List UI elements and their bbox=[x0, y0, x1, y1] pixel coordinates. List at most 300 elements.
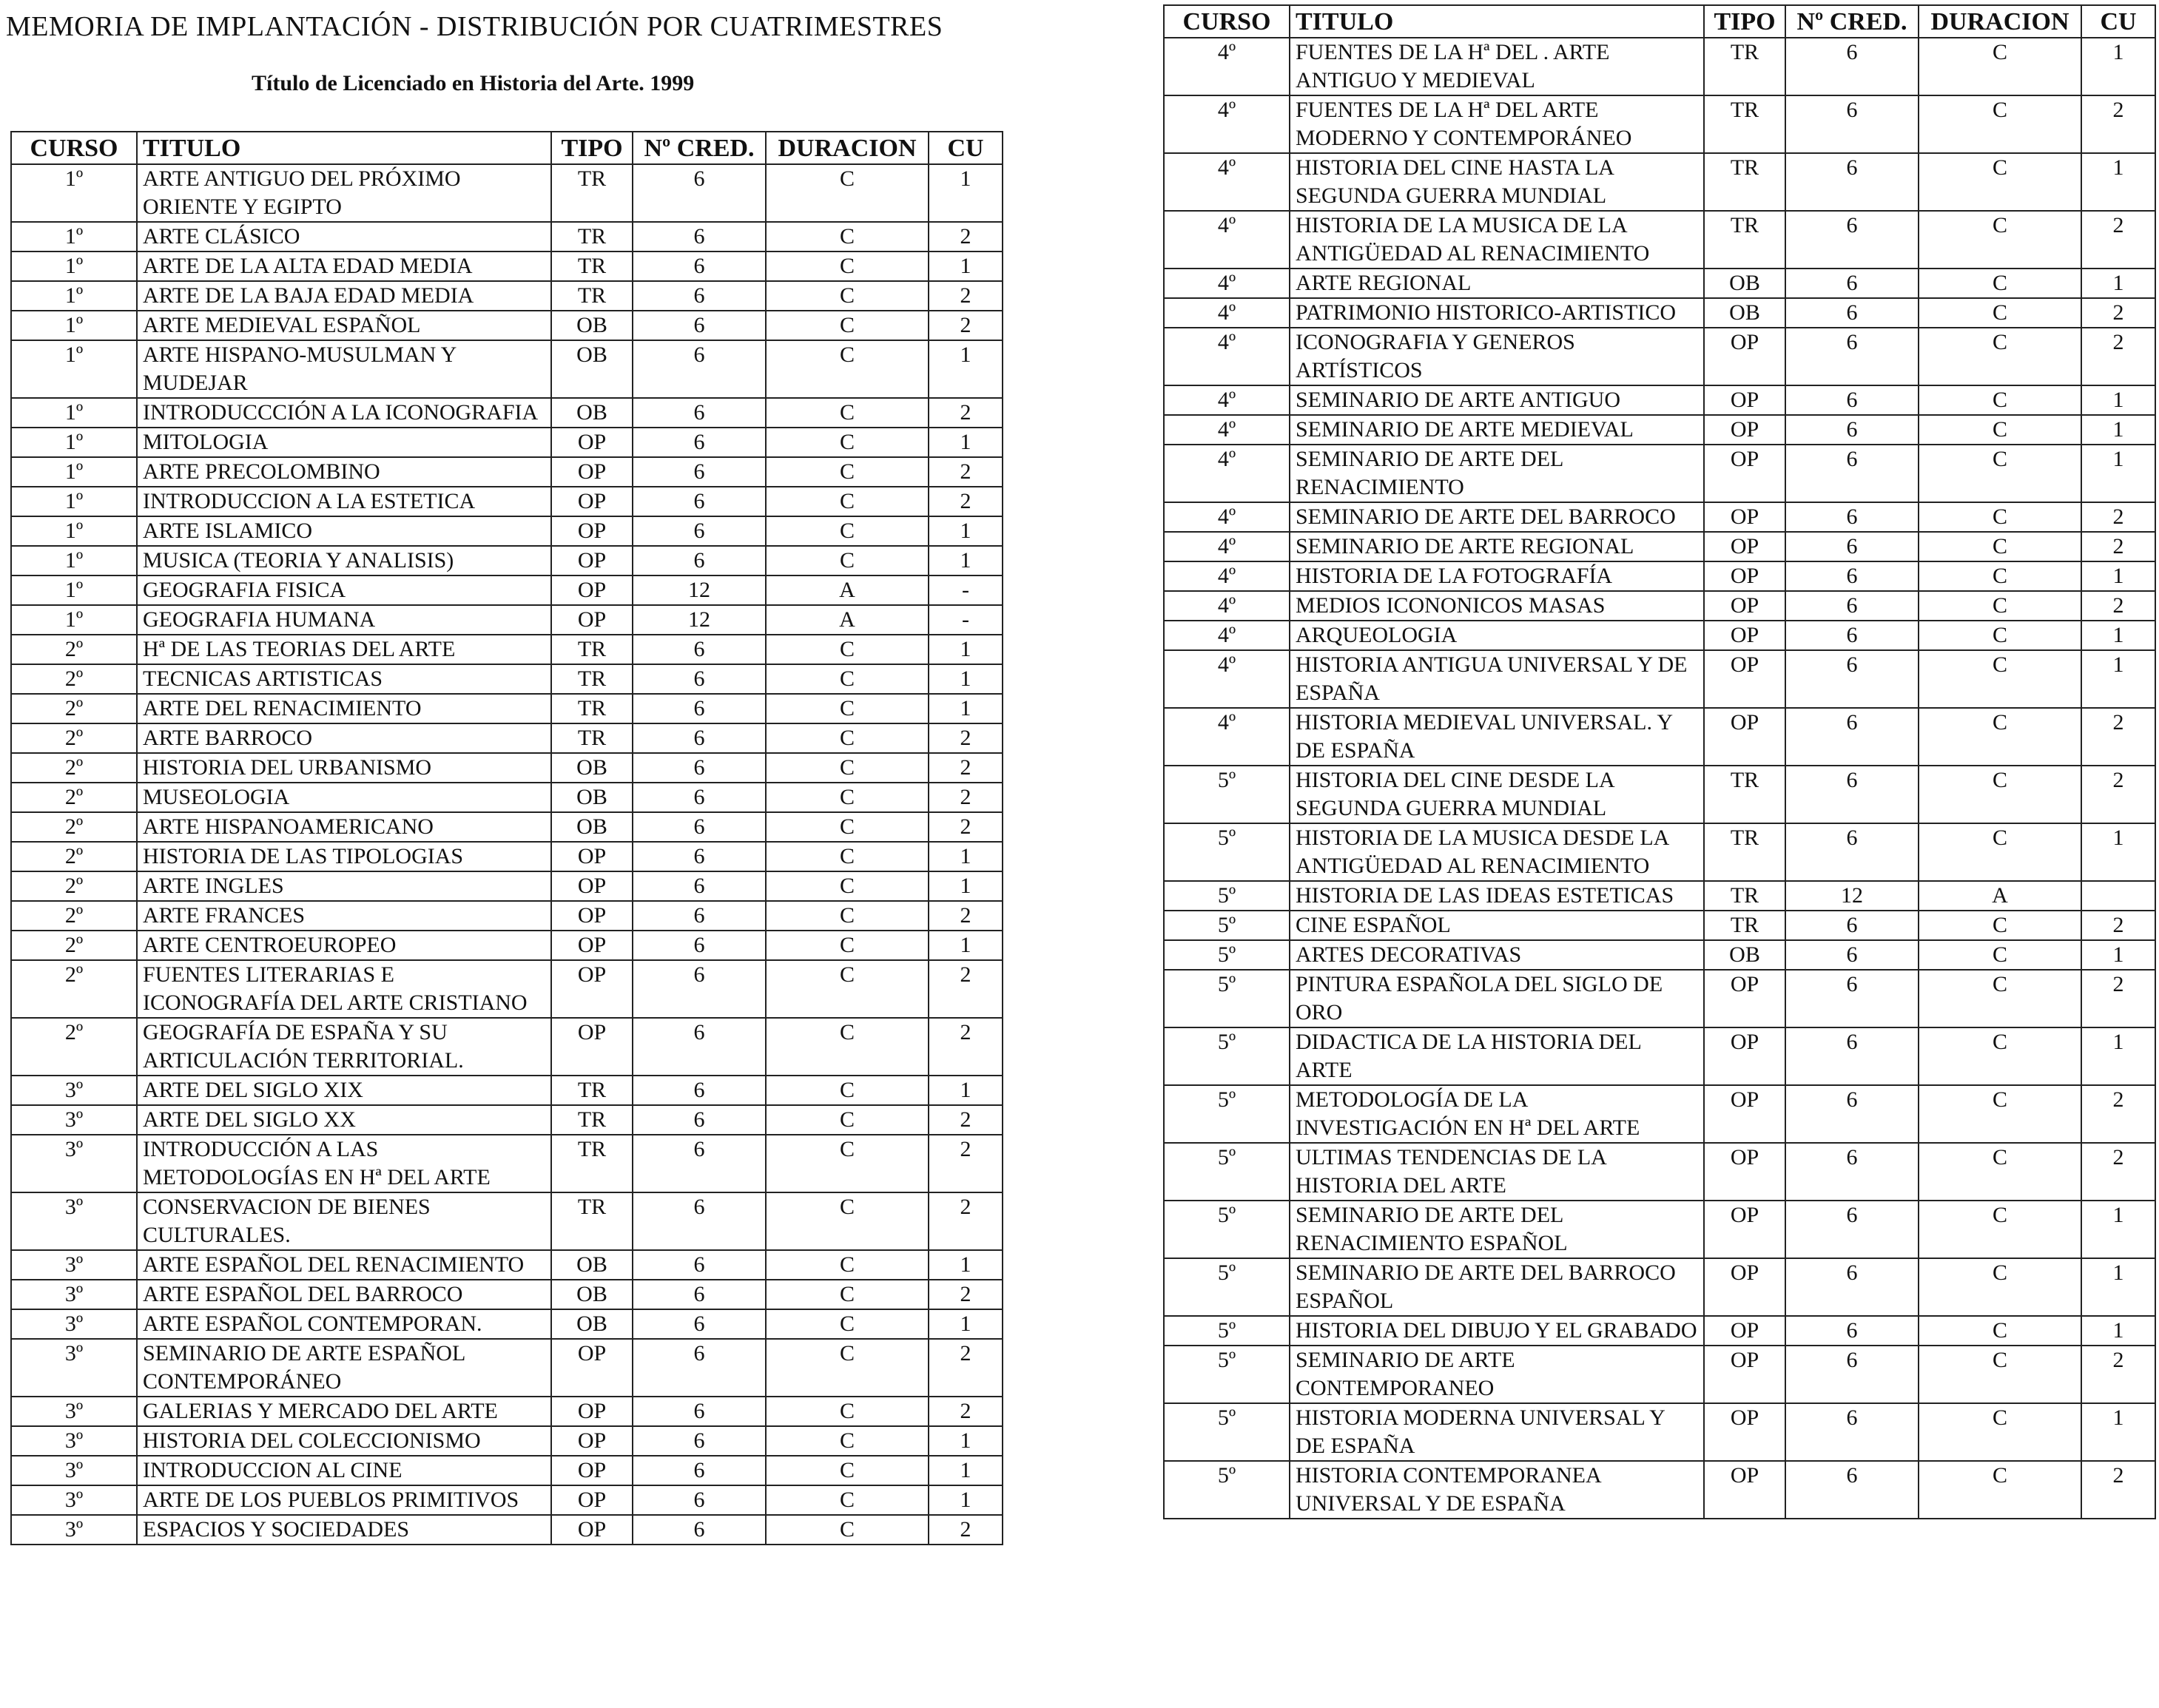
cell-titulo: PINTURA ESPAÑOLA DEL SIGLO DE ORO bbox=[1290, 970, 1704, 1027]
cell-cuatrimestre: 2 bbox=[2081, 970, 2155, 1027]
cell-cuatrimestre: 1 bbox=[2081, 1316, 2155, 1346]
table-row bbox=[1164, 940, 2155, 970]
cell-cuatrimestre: 2 bbox=[929, 960, 1003, 1018]
cell-tipo: OB bbox=[551, 783, 633, 812]
cell-creditos: 6 bbox=[1785, 328, 1919, 385]
cell-tipo: OP bbox=[551, 516, 633, 546]
cell-tipo: OP bbox=[1704, 502, 1785, 532]
cell-cuatrimestre: 2 bbox=[929, 1397, 1003, 1426]
cell-tipo: OP bbox=[551, 842, 633, 871]
cell-duracion: C bbox=[766, 812, 929, 842]
cell-duracion: C bbox=[766, 428, 929, 457]
cell-duracion: C bbox=[766, 694, 929, 723]
table-row bbox=[1164, 823, 2155, 881]
cell-creditos: 6 bbox=[633, 664, 766, 694]
cell-titulo: ARTE PRECOLOMBINO bbox=[137, 457, 551, 487]
table-row bbox=[1164, 766, 2155, 823]
cell-curso: 3º bbox=[11, 1192, 137, 1250]
cell-creditos: 6 bbox=[633, 546, 766, 575]
cell-tipo: OP bbox=[1704, 650, 1785, 708]
cell-tipo: OP bbox=[551, 457, 633, 487]
cell-duracion: C bbox=[766, 1456, 929, 1485]
cell-tipo: TR bbox=[1704, 881, 1785, 911]
table-row bbox=[11, 1250, 1003, 1280]
cell-tipo: TR bbox=[1704, 823, 1785, 881]
table-row bbox=[1164, 911, 2155, 940]
cell-titulo: ARTE DE LA ALTA EDAD MEDIA bbox=[137, 252, 551, 281]
table-row bbox=[11, 1309, 1003, 1339]
cell-curso: 1º bbox=[11, 398, 137, 428]
courses-table-left-body bbox=[11, 164, 1003, 1545]
cell-titulo: ARTE DEL RENACIMIENTO bbox=[137, 694, 551, 723]
cell-curso: 4º bbox=[1164, 445, 1290, 502]
courses-table-left bbox=[10, 131, 1003, 1545]
cell-cuatrimestre: 1 bbox=[929, 546, 1003, 575]
cell-cuatrimestre: 2 bbox=[2081, 766, 2155, 823]
col-header-curso: CURSO bbox=[11, 132, 137, 164]
cell-tipo: OP bbox=[1704, 1403, 1785, 1461]
cell-curso: 4º bbox=[1164, 385, 1290, 415]
cell-creditos: 6 bbox=[633, 1309, 766, 1339]
cell-tipo: OP bbox=[551, 1018, 633, 1076]
cell-tipo: TR bbox=[551, 252, 633, 281]
table-row bbox=[1164, 415, 2155, 445]
cell-creditos: 6 bbox=[1785, 940, 1919, 970]
cell-curso: 5º bbox=[1164, 766, 1290, 823]
cell-curso: 4º bbox=[1164, 298, 1290, 328]
cell-tipo: TR bbox=[1704, 766, 1785, 823]
cell-duracion: C bbox=[1919, 1403, 2081, 1461]
cell-titulo: CINE ESPAÑOL bbox=[1290, 911, 1704, 940]
cell-creditos: 6 bbox=[1785, 1085, 1919, 1143]
cell-curso: 1º bbox=[11, 428, 137, 457]
table-row bbox=[1164, 561, 2155, 591]
cell-curso: 1º bbox=[11, 281, 137, 311]
table-row bbox=[1164, 95, 2155, 153]
cell-titulo: SEMINARIO DE ARTE DEL RENACIMIENTO bbox=[1290, 445, 1704, 502]
cell-tipo: OP bbox=[551, 428, 633, 457]
table-row bbox=[11, 516, 1003, 546]
table-row bbox=[11, 1280, 1003, 1309]
table-header-row bbox=[11, 132, 1003, 164]
cell-curso: 1º bbox=[11, 516, 137, 546]
cell-curso: 4º bbox=[1164, 561, 1290, 591]
cell-duracion: C bbox=[766, 723, 929, 753]
table-row bbox=[1164, 881, 2155, 911]
table-row bbox=[1164, 591, 2155, 621]
cell-tipo: OB bbox=[551, 1250, 633, 1280]
cell-duracion: C bbox=[766, 1135, 929, 1192]
cell-duracion: C bbox=[1919, 970, 2081, 1027]
cell-curso: 2º bbox=[11, 635, 137, 664]
cell-tipo: OP bbox=[1704, 445, 1785, 502]
cell-curso: 2º bbox=[11, 664, 137, 694]
cell-tipo: OP bbox=[1704, 621, 1785, 650]
cell-curso: 5º bbox=[1164, 940, 1290, 970]
cell-titulo: GALERIAS Y MERCADO DEL ARTE bbox=[137, 1397, 551, 1426]
cell-creditos: 6 bbox=[1785, 532, 1919, 561]
col-header-titulo: TITULO bbox=[1290, 5, 1704, 38]
table-row bbox=[11, 1018, 1003, 1076]
cell-tipo: TR bbox=[1704, 211, 1785, 269]
cell-curso: 5º bbox=[1164, 970, 1290, 1027]
cell-duracion: C bbox=[1919, 95, 2081, 153]
cell-creditos: 6 bbox=[633, 812, 766, 842]
cell-titulo: ARTE REGIONAL bbox=[1290, 269, 1704, 298]
cell-tipo: TR bbox=[1704, 38, 1785, 95]
cell-curso: 5º bbox=[1164, 1143, 1290, 1201]
cell-duracion: C bbox=[1919, 269, 2081, 298]
cell-curso: 5º bbox=[1164, 881, 1290, 911]
cell-duracion: C bbox=[766, 664, 929, 694]
cell-creditos: 6 bbox=[1785, 911, 1919, 940]
cell-tipo: TR bbox=[1704, 153, 1785, 211]
cell-titulo: MEDIOS ICONONICOS MASAS bbox=[1290, 591, 1704, 621]
col-header-cu: CU bbox=[929, 132, 1003, 164]
cell-tipo: OP bbox=[551, 1515, 633, 1545]
cell-curso: 1º bbox=[11, 575, 137, 605]
cell-duracion: C bbox=[766, 1515, 929, 1545]
table-row bbox=[11, 842, 1003, 871]
table-row bbox=[11, 1485, 1003, 1515]
cell-tipo: TR bbox=[551, 664, 633, 694]
cell-cuatrimestre: 2 bbox=[929, 901, 1003, 931]
cell-creditos: 6 bbox=[633, 1426, 766, 1456]
cell-duracion: A bbox=[766, 575, 929, 605]
cell-creditos: 6 bbox=[633, 1250, 766, 1280]
cell-cuatrimestre: 2 bbox=[929, 281, 1003, 311]
cell-titulo: ARTE ESPAÑOL CONTEMPORAN. bbox=[137, 1309, 551, 1339]
cell-curso: 5º bbox=[1164, 1346, 1290, 1403]
cell-duracion: C bbox=[1919, 385, 2081, 415]
cell-cuatrimestre: 1 bbox=[2081, 940, 2155, 970]
cell-tipo: TR bbox=[1704, 95, 1785, 153]
cell-cuatrimestre: 2 bbox=[2081, 298, 2155, 328]
cell-curso: 5º bbox=[1164, 1461, 1290, 1519]
cell-cuatrimestre: 2 bbox=[929, 1515, 1003, 1545]
table-row bbox=[11, 1339, 1003, 1397]
cell-cuatrimestre: 1 bbox=[2081, 153, 2155, 211]
cell-titulo: SEMINARIO DE ARTE MEDIEVAL bbox=[1290, 415, 1704, 445]
table-row bbox=[1164, 298, 2155, 328]
cell-cuatrimestre: 1 bbox=[929, 842, 1003, 871]
cell-tipo: OB bbox=[551, 1280, 633, 1309]
cell-curso: 4º bbox=[1164, 708, 1290, 766]
cell-titulo: ARTE ESPAÑOL DEL RENACIMIENTO bbox=[137, 1250, 551, 1280]
table-row bbox=[11, 812, 1003, 842]
cell-tipo: TR bbox=[551, 281, 633, 311]
table-row bbox=[11, 546, 1003, 575]
cell-titulo: CONSERVACION DE BIENES CULTURALES. bbox=[137, 1192, 551, 1250]
cell-duracion: C bbox=[1919, 911, 2081, 940]
cell-tipo: TR bbox=[551, 723, 633, 753]
cell-cuatrimestre: 1 bbox=[929, 516, 1003, 546]
cell-titulo: FUENTES LITERARIAS E ICONOGRAFÍA DEL ARTE CRISTIANO bbox=[137, 960, 551, 1018]
cell-creditos: 12 bbox=[633, 575, 766, 605]
cell-curso: 2º bbox=[11, 871, 137, 901]
cell-creditos: 6 bbox=[1785, 385, 1919, 415]
document-subtitle: Título de Licenciado en Historia del Arte. 1999 bbox=[252, 71, 695, 95]
table-row bbox=[11, 1426, 1003, 1456]
cell-curso: 3º bbox=[11, 1250, 137, 1280]
cell-curso: 5º bbox=[1164, 911, 1290, 940]
cell-tipo: TR bbox=[551, 635, 633, 664]
cell-cuatrimestre: 2 bbox=[2081, 708, 2155, 766]
cell-creditos: 6 bbox=[1785, 445, 1919, 502]
table-row bbox=[1164, 153, 2155, 211]
cell-duracion: C bbox=[766, 753, 929, 783]
cell-duracion: C bbox=[1919, 445, 2081, 502]
cell-cuatrimestre: 1 bbox=[929, 664, 1003, 694]
cell-cuatrimestre: 1 bbox=[2081, 385, 2155, 415]
cell-curso: 4º bbox=[1164, 502, 1290, 532]
cell-cuatrimestre: 2 bbox=[929, 311, 1003, 340]
cell-duracion: C bbox=[766, 1192, 929, 1250]
cell-curso: 1º bbox=[11, 252, 137, 281]
cell-curso: 4º bbox=[1164, 532, 1290, 561]
cell-titulo: Hª DE LAS TEORIAS DEL ARTE bbox=[137, 635, 551, 664]
cell-cuatrimestre: 1 bbox=[2081, 1403, 2155, 1461]
cell-titulo: HISTORIA DE LA MUSICA DE LA ANTIGÜEDAD AL RENACIMIENTO bbox=[1290, 211, 1704, 269]
cell-titulo: ARTE HISPANO-MUSULMAN Y MUDEJAR bbox=[137, 340, 551, 398]
cell-cuatrimestre: 1 bbox=[929, 1309, 1003, 1339]
col-header-cred: Nº CRED. bbox=[1785, 5, 1919, 38]
table-row bbox=[11, 753, 1003, 783]
cell-cuatrimestre: 2 bbox=[929, 1339, 1003, 1397]
table-row bbox=[11, 901, 1003, 931]
cell-tipo: TR bbox=[551, 164, 633, 222]
cell-titulo: HISTORIA MODERNA UNIVERSAL Y DE ESPAÑA bbox=[1290, 1403, 1704, 1461]
cell-tipo: OP bbox=[551, 1426, 633, 1456]
cell-titulo: METODOLOGÍA DE LA INVESTIGACIÓN EN Hª DEL ARTE bbox=[1290, 1085, 1704, 1143]
cell-tipo: TR bbox=[551, 222, 633, 252]
cell-creditos: 6 bbox=[633, 398, 766, 428]
cell-tipo: OB bbox=[1704, 940, 1785, 970]
cell-curso: 1º bbox=[11, 222, 137, 252]
cell-tipo: OP bbox=[1704, 385, 1785, 415]
cell-duracion: C bbox=[1919, 1085, 2081, 1143]
cell-creditos: 6 bbox=[1785, 561, 1919, 591]
cell-cuatrimestre: 1 bbox=[929, 164, 1003, 222]
cell-cuatrimestre: 1 bbox=[2081, 1201, 2155, 1258]
cell-titulo: TECNICAS ARTISTICAS bbox=[137, 664, 551, 694]
cell-curso: 1º bbox=[11, 164, 137, 222]
cell-creditos: 6 bbox=[633, 252, 766, 281]
cell-tipo: OP bbox=[551, 871, 633, 901]
table-row bbox=[1164, 445, 2155, 502]
cell-curso: 3º bbox=[11, 1135, 137, 1192]
cell-curso: 4º bbox=[1164, 621, 1290, 650]
cell-creditos: 6 bbox=[633, 1192, 766, 1250]
cell-tipo: OP bbox=[1704, 561, 1785, 591]
cell-tipo: OP bbox=[551, 960, 633, 1018]
cell-tipo: OP bbox=[551, 1456, 633, 1485]
cell-creditos: 6 bbox=[633, 783, 766, 812]
table-row bbox=[11, 605, 1003, 635]
cell-creditos: 6 bbox=[633, 1076, 766, 1105]
cell-titulo: GEOGRAFIA HUMANA bbox=[137, 605, 551, 635]
cell-cuatrimestre: 2 bbox=[2081, 591, 2155, 621]
cell-creditos: 6 bbox=[633, 1280, 766, 1309]
cell-creditos: 6 bbox=[1785, 1316, 1919, 1346]
cell-duracion: A bbox=[1919, 881, 2081, 911]
cell-titulo: ARTE HISPANOAMERICANO bbox=[137, 812, 551, 842]
cell-creditos: 6 bbox=[1785, 95, 1919, 153]
cell-cuatrimestre: 1 bbox=[2081, 823, 2155, 881]
courses-table-right bbox=[1163, 4, 2156, 1519]
table-row bbox=[11, 457, 1003, 487]
cell-cuatrimestre: 1 bbox=[929, 1076, 1003, 1105]
table-row bbox=[1164, 1143, 2155, 1201]
cell-creditos: 6 bbox=[1785, 766, 1919, 823]
col-header-duracion: DURACION bbox=[766, 132, 929, 164]
col-header-curso: CURSO bbox=[1164, 5, 1290, 38]
cell-duracion: C bbox=[1919, 621, 2081, 650]
cell-tipo: OP bbox=[551, 605, 633, 635]
cell-tipo: OP bbox=[551, 901, 633, 931]
table-row bbox=[1164, 708, 2155, 766]
table-row bbox=[1164, 1201, 2155, 1258]
cell-titulo: HISTORIA DE LAS TIPOLOGIAS bbox=[137, 842, 551, 871]
cell-cuatrimestre: 1 bbox=[2081, 621, 2155, 650]
cell-duracion: C bbox=[1919, 1316, 2081, 1346]
table-row bbox=[11, 931, 1003, 960]
cell-cuatrimestre: 1 bbox=[929, 252, 1003, 281]
cell-curso: 1º bbox=[11, 605, 137, 635]
cell-tipo: OP bbox=[1704, 532, 1785, 561]
cell-curso: 1º bbox=[11, 340, 137, 398]
cell-tipo: OB bbox=[551, 812, 633, 842]
table-row bbox=[11, 1105, 1003, 1135]
cell-curso: 5º bbox=[1164, 1316, 1290, 1346]
cell-duracion: C bbox=[1919, 532, 2081, 561]
table-row bbox=[11, 1456, 1003, 1485]
cell-curso: 1º bbox=[11, 311, 137, 340]
cell-curso: 4º bbox=[1164, 415, 1290, 445]
cell-curso: 3º bbox=[11, 1397, 137, 1426]
cell-titulo: ARTE ANTIGUO DEL PRÓXIMO ORIENTE Y EGIPTO bbox=[137, 164, 551, 222]
cell-curso: 1º bbox=[11, 546, 137, 575]
col-header-tipo: TIPO bbox=[1704, 5, 1785, 38]
cell-tipo: OP bbox=[551, 575, 633, 605]
cell-creditos: 12 bbox=[1785, 881, 1919, 911]
cell-cuatrimestre: 1 bbox=[929, 1426, 1003, 1456]
cell-cuatrimestre: 1 bbox=[2081, 415, 2155, 445]
table-row bbox=[1164, 1461, 2155, 1519]
cell-curso: 2º bbox=[11, 1018, 137, 1076]
cell-cuatrimestre: 2 bbox=[929, 1105, 1003, 1135]
cell-duracion: C bbox=[766, 1280, 929, 1309]
cell-titulo: ARTE DE LOS PUEBLOS PRIMITIVOS bbox=[137, 1485, 551, 1515]
cell-creditos: 6 bbox=[1785, 650, 1919, 708]
cell-titulo: HISTORIA ANTIGUA UNIVERSAL Y DE ESPAÑA bbox=[1290, 650, 1704, 708]
cell-cuatrimestre: 2 bbox=[929, 457, 1003, 487]
col-header-cu: CU bbox=[2081, 5, 2155, 38]
table-row bbox=[11, 398, 1003, 428]
cell-creditos: 6 bbox=[633, 1105, 766, 1135]
table-row bbox=[1164, 1258, 2155, 1316]
cell-duracion: C bbox=[1919, 1143, 2081, 1201]
cell-curso: 2º bbox=[11, 960, 137, 1018]
cell-cuatrimestre: 1 bbox=[929, 340, 1003, 398]
cell-titulo: HISTORIA DEL CINE HASTA LA SEGUNDA GUERRA MUNDIAL bbox=[1290, 153, 1704, 211]
cell-duracion: C bbox=[766, 487, 929, 516]
cell-duracion: C bbox=[1919, 591, 2081, 621]
cell-duracion: C bbox=[766, 252, 929, 281]
cell-tipo: OP bbox=[1704, 1316, 1785, 1346]
cell-creditos: 6 bbox=[633, 428, 766, 457]
cell-tipo: OB bbox=[551, 753, 633, 783]
cell-cuatrimestre: 1 bbox=[929, 1250, 1003, 1280]
cell-cuatrimestre: 1 bbox=[2081, 1027, 2155, 1085]
cell-titulo: SEMINARIO DE ARTE DEL RENACIMIENTO ESPAÑOL bbox=[1290, 1201, 1704, 1258]
cell-cuatrimestre: 2 bbox=[2081, 328, 2155, 385]
cell-duracion: C bbox=[766, 546, 929, 575]
cell-duracion: C bbox=[766, 1426, 929, 1456]
cell-tipo: OP bbox=[1704, 1027, 1785, 1085]
table-row bbox=[11, 222, 1003, 252]
cell-tipo: OP bbox=[551, 1397, 633, 1426]
cell-duracion: C bbox=[1919, 650, 2081, 708]
courses-table-right-body bbox=[1164, 38, 2155, 1519]
cell-titulo: HISTORIA DEL CINE DESDE LA SEGUNDA GUERRA MUNDIAL bbox=[1290, 766, 1704, 823]
cell-cuatrimestre: 1 bbox=[2081, 38, 2155, 95]
cell-curso: 4º bbox=[1164, 153, 1290, 211]
cell-cuatrimestre: 1 bbox=[2081, 445, 2155, 502]
cell-creditos: 6 bbox=[633, 281, 766, 311]
cell-curso: 4º bbox=[1164, 95, 1290, 153]
table-row bbox=[11, 428, 1003, 457]
table-row bbox=[1164, 502, 2155, 532]
cell-titulo: HISTORIA DEL DIBUJO Y EL GRABADO bbox=[1290, 1316, 1704, 1346]
cell-duracion: C bbox=[766, 457, 929, 487]
cell-creditos: 6 bbox=[633, 516, 766, 546]
cell-tipo: OP bbox=[1704, 970, 1785, 1027]
cell-curso: 2º bbox=[11, 812, 137, 842]
cell-creditos: 6 bbox=[1785, 415, 1919, 445]
cell-titulo: ARTE ESPAÑOL DEL BARROCO bbox=[137, 1280, 551, 1309]
cell-curso: 4º bbox=[1164, 591, 1290, 621]
cell-duracion: C bbox=[1919, 415, 2081, 445]
cell-duracion: C bbox=[766, 931, 929, 960]
cell-cuatrimestre: 1 bbox=[2081, 1258, 2155, 1316]
cell-titulo: INTRODUCCION A LA ESTETICA bbox=[137, 487, 551, 516]
cell-creditos: 6 bbox=[1785, 38, 1919, 95]
cell-duracion: C bbox=[766, 901, 929, 931]
cell-curso: 4º bbox=[1164, 38, 1290, 95]
cell-duracion: C bbox=[1919, 940, 2081, 970]
cell-tipo: OP bbox=[551, 931, 633, 960]
cell-curso: 3º bbox=[11, 1105, 137, 1135]
cell-tipo: OP bbox=[1704, 1143, 1785, 1201]
cell-tipo: OP bbox=[551, 487, 633, 516]
cell-creditos: 6 bbox=[633, 164, 766, 222]
cell-cuatrimestre: 1 bbox=[929, 1485, 1003, 1515]
cell-tipo: OP bbox=[551, 1485, 633, 1515]
document-title: MEMORIA DE IMPLANTACIÓN - DISTRIBUCIÓN POR CUATRIMESTRES bbox=[6, 11, 943, 42]
cell-cuatrimestre: 2 bbox=[2081, 1085, 2155, 1143]
cell-titulo: HISTORIA DE LA MUSICA DESDE LA ANTIGÜEDAD AL RENACIMIENTO bbox=[1290, 823, 1704, 881]
col-header-duracion: DURACION bbox=[1919, 5, 2081, 38]
cell-titulo: SEMINARIO DE ARTE CONTEMPORANEO bbox=[1290, 1346, 1704, 1403]
cell-cuatrimestre: 2 bbox=[2081, 502, 2155, 532]
cell-cuatrimestre: 2 bbox=[929, 1135, 1003, 1192]
table-row bbox=[11, 281, 1003, 311]
cell-creditos: 6 bbox=[1785, 269, 1919, 298]
cell-duracion: C bbox=[1919, 823, 2081, 881]
cell-creditos: 6 bbox=[1785, 1258, 1919, 1316]
cell-duracion: C bbox=[766, 1018, 929, 1076]
